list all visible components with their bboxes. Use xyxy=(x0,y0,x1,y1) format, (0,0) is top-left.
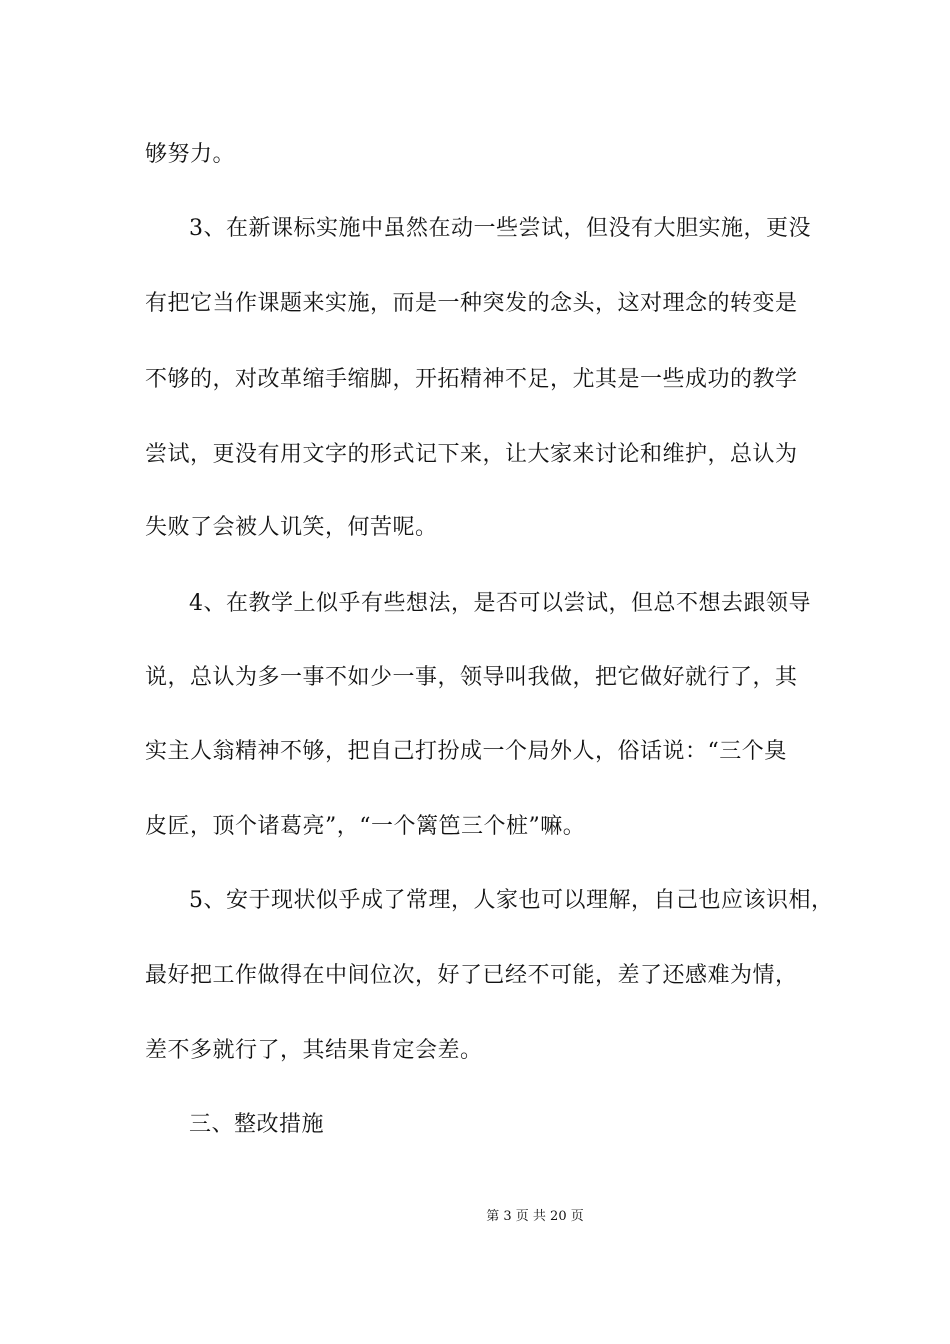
section-heading: 三、整改措施 xyxy=(189,1112,325,1137)
text-line: 够努力。 xyxy=(145,142,236,167)
text-line: 说，总认为多一事不如少一事，领导叫我做，把它做好就行了，其 xyxy=(145,665,798,690)
text-line: 差不多就行了，其结果肯定会差。 xyxy=(145,1038,483,1063)
text-line: 实主人翁精神不够，把自己打扮成一个局外人，俗话说：“三个臭 xyxy=(145,739,787,764)
text-line: 皮匠，顶个诸葛亮”，“一个篱笆三个桩”嘛。 xyxy=(145,814,586,839)
text-line: 有把它当作课题来实施，而是一种突发的念头，这对理念的转变是 xyxy=(145,291,798,316)
text-line: 失败了会被人讥笑，何苦呢。 xyxy=(145,515,438,540)
text-line: 最好把工作做得在中间位次，好了已经不可能，差了还感难为情， xyxy=(145,963,798,988)
text-line: 尝试，更没有用文字的形式记下来，让大家来讨论和维护，总认为 xyxy=(145,442,798,467)
paragraph-5-line-1: 5、安于现状似乎成了常理，人家也可以理解，自己也应该识相， xyxy=(189,888,834,913)
paragraph-3-line-1: 3、在新课标实施中虽然在动一些尝试，但没有大胆实施，更没 xyxy=(189,216,811,241)
text-line: 不够的，对改革缩手缩脚，开拓精神不足，尤其是一些成功的教学 xyxy=(145,367,798,392)
page-number-footer: 第 3 页 共 20 页 xyxy=(486,1209,584,1224)
paragraph-4-line-1: 4、在教学上似乎有些想法，是否可以尝试，但总不想去跟领导 xyxy=(189,591,811,616)
